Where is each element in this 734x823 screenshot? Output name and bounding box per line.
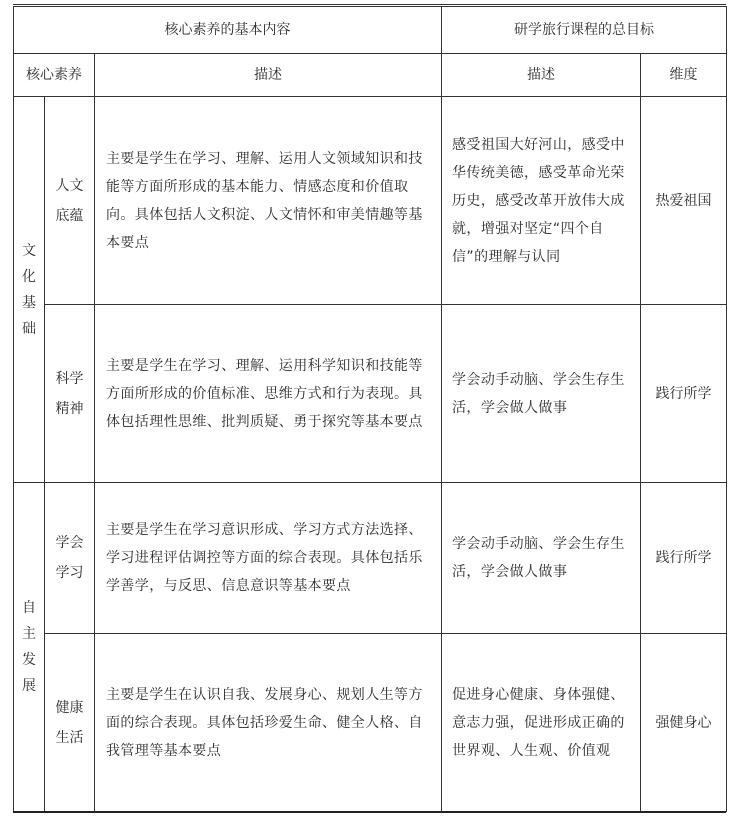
table-bottom-rule xyxy=(13,811,726,813)
row-name-cell xyxy=(45,305,95,483)
header-row-top xyxy=(14,7,727,54)
row-description: 主要是学生在学习意识形成、学习方式方法选择、学习进程评估调控等方面的综合表现。具体包括乐学善学，与反思、信息意识等基本要点 xyxy=(95,483,442,634)
row-name-cell xyxy=(45,483,95,634)
header-course-goal: 研学旅行课程的总目标 xyxy=(442,7,727,54)
row-description: 主要是学生在学习、理解、运用科学知识和技能等方面所形成的价值标准、思维方式和行为表现。具体包括理性思维、批判质疑、勇于探究等基本要点 xyxy=(95,305,442,483)
table-row xyxy=(14,305,727,483)
header-row-sub xyxy=(14,54,727,97)
row-name: 科学精神 xyxy=(55,370,84,417)
header-describe-right: 描述 xyxy=(442,54,641,97)
row-dimension: 践行所学 xyxy=(641,483,727,634)
table-row xyxy=(14,97,727,305)
row-goal: 学会动手动脑、学会生存生活，学会做人做事 xyxy=(442,305,641,483)
row-dimension: 热爱祖国 xyxy=(641,97,727,305)
row-description: 主要是学生在学习、理解、运用人文领域知识和技能等方面所形成的基本能力、情感态度和价值取向。具体包括人文积淀、人文情怀和审美情趣等基本要点 xyxy=(95,97,442,305)
header-describe-left: 描述 xyxy=(95,54,442,97)
row-goal: 感受祖国大好河山，感受中华传统美德，感受革命光荣历史，感受改革开放伟大成就，增强对坚定“四个自信”的理解与认同 xyxy=(442,97,641,305)
row-dimension: 践行所学 xyxy=(641,305,727,483)
table-row xyxy=(14,483,727,634)
header-core-content: 核心素养的基本内容 xyxy=(14,7,442,54)
row-goal: 学会动手动脑、学会生存生活，学会做人做事 xyxy=(442,483,641,634)
core-literacy-table xyxy=(13,6,727,812)
row-name: 健康生活 xyxy=(55,699,84,746)
row-name: 人文底蕴 xyxy=(55,177,84,224)
group-label: 文化基础 xyxy=(21,242,36,337)
row-name-cell xyxy=(45,97,95,305)
header-dimension: 维度 xyxy=(641,54,727,97)
group-label-cell xyxy=(14,483,45,812)
row-dimension: 强健身心 xyxy=(641,634,727,812)
table-row xyxy=(14,634,727,812)
row-name: 学会学习 xyxy=(55,535,84,581)
row-description: 主要是学生在认识自我、发展身心、规划人生等方面的综合表现。具体包括珍爱生命、健全人格、自我管理等基本要点 xyxy=(95,634,442,812)
row-goal: 促进身心健康、身体强健、意志力强，促进形成正确的世界观、人生观、价值观 xyxy=(442,634,641,812)
group-label-cell xyxy=(14,97,45,483)
group-label: 自主发展 xyxy=(21,600,36,694)
row-name-cell xyxy=(45,634,95,812)
header-core-literacy: 核心素养 xyxy=(14,54,95,97)
table-top-rule xyxy=(13,4,726,5)
